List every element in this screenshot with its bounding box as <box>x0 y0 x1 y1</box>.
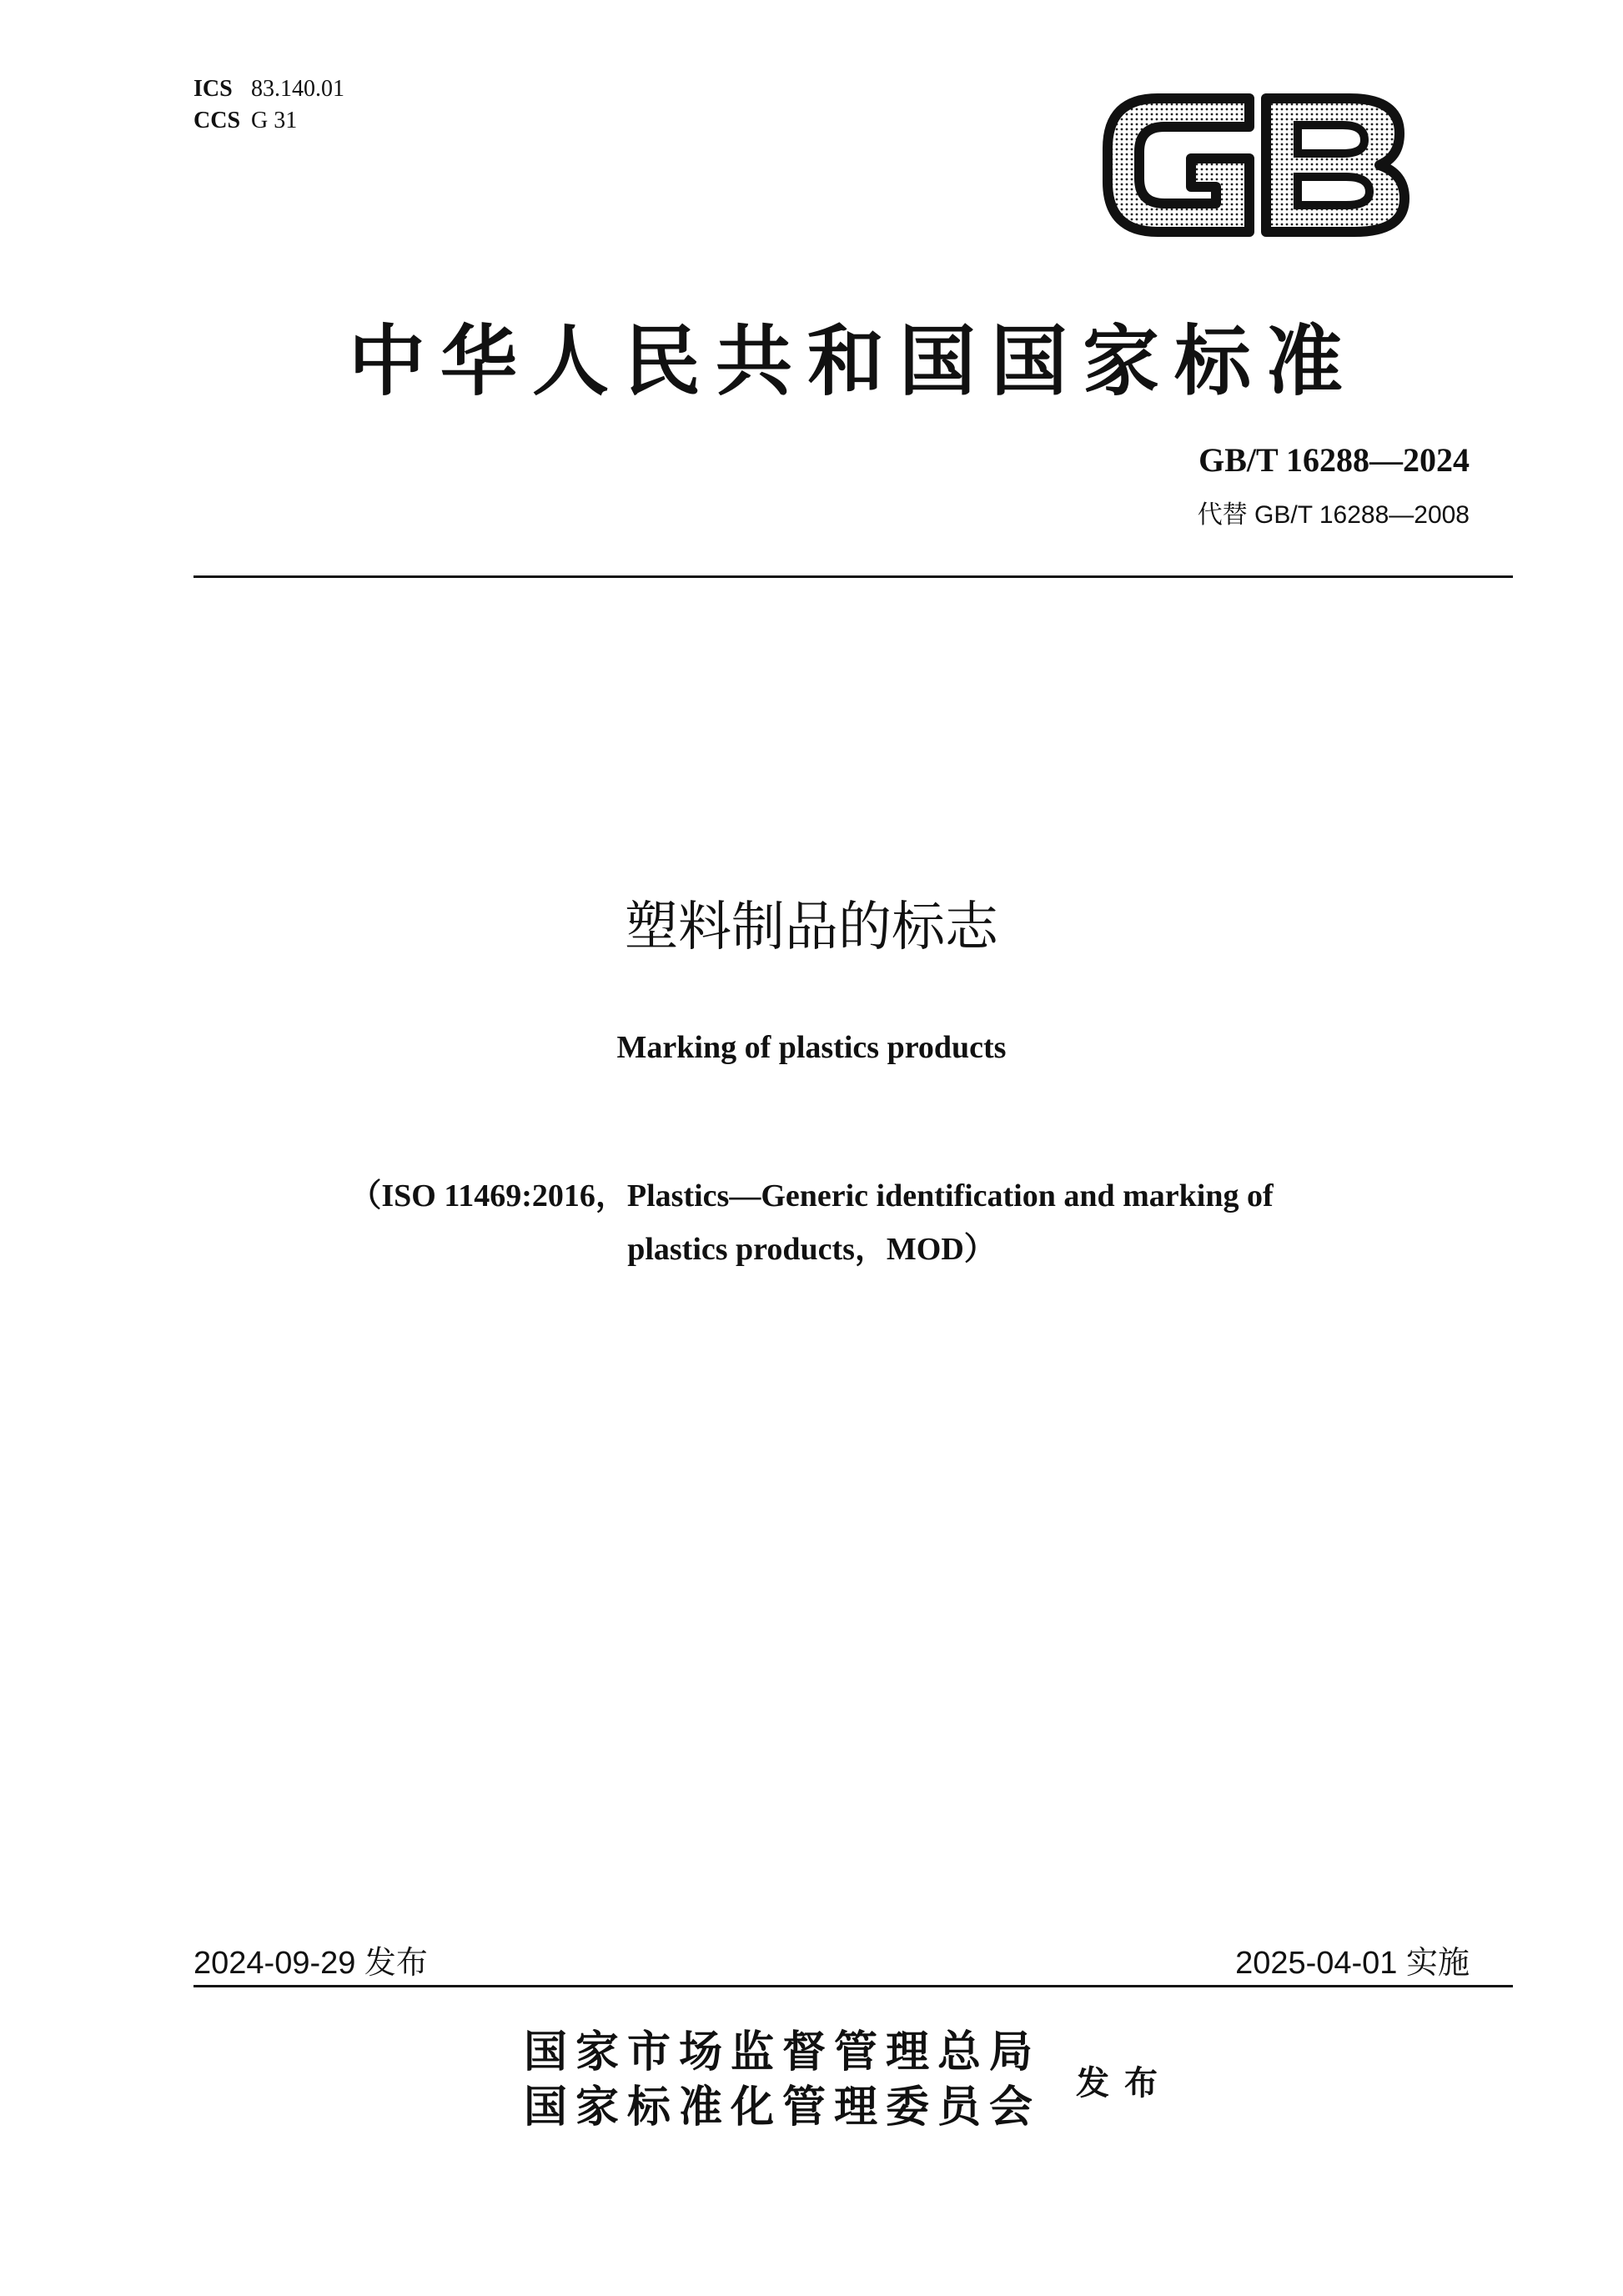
top-divider <box>193 575 1513 578</box>
ccs-value: G 31 <box>251 108 298 133</box>
replaces-standard: 代替 GB/T 16288—2008 <box>1197 501 1470 529</box>
publish-label: 发布 <box>1076 2063 1173 2103</box>
issue-date: 2024-09-29 发布 <box>193 1946 428 1981</box>
iso-reference <box>250 1169 1373 1276</box>
iso-reference-line1: （ISO 11469:2016，Plastics—Generic identification and marking of <box>349 1178 1274 1213</box>
bottom-divider <box>193 1985 1513 1987</box>
document-title-cn: 塑料制品的标志 <box>625 897 998 958</box>
ics-line <box>193 73 344 105</box>
standard-number: GB/T 16288—2024 <box>1198 441 1470 479</box>
iso-reference-line2: plastics products，MOD） <box>627 1232 996 1267</box>
ccs-line <box>193 105 344 137</box>
gb-logo-icon <box>1099 82 1416 245</box>
ics-label: ICS <box>193 76 233 102</box>
issuing-authorities <box>524 2025 1041 2135</box>
classification-codes <box>193 73 344 137</box>
ics-value: 83.140.01 <box>251 76 344 102</box>
document-title-en: Marking of plastics products <box>616 1030 1007 1065</box>
ccs-label: CCS <box>193 108 241 133</box>
implementation-date: 2025-04-01 实施 <box>1235 1946 1470 1981</box>
standard-title: 中华人民共和国国家标准 <box>348 316 1358 406</box>
issuer-samr: 国家市场监督管理总局 <box>524 2027 1042 2077</box>
issuer-sac: 国家标准化管理委员会 <box>524 2082 1042 2133</box>
